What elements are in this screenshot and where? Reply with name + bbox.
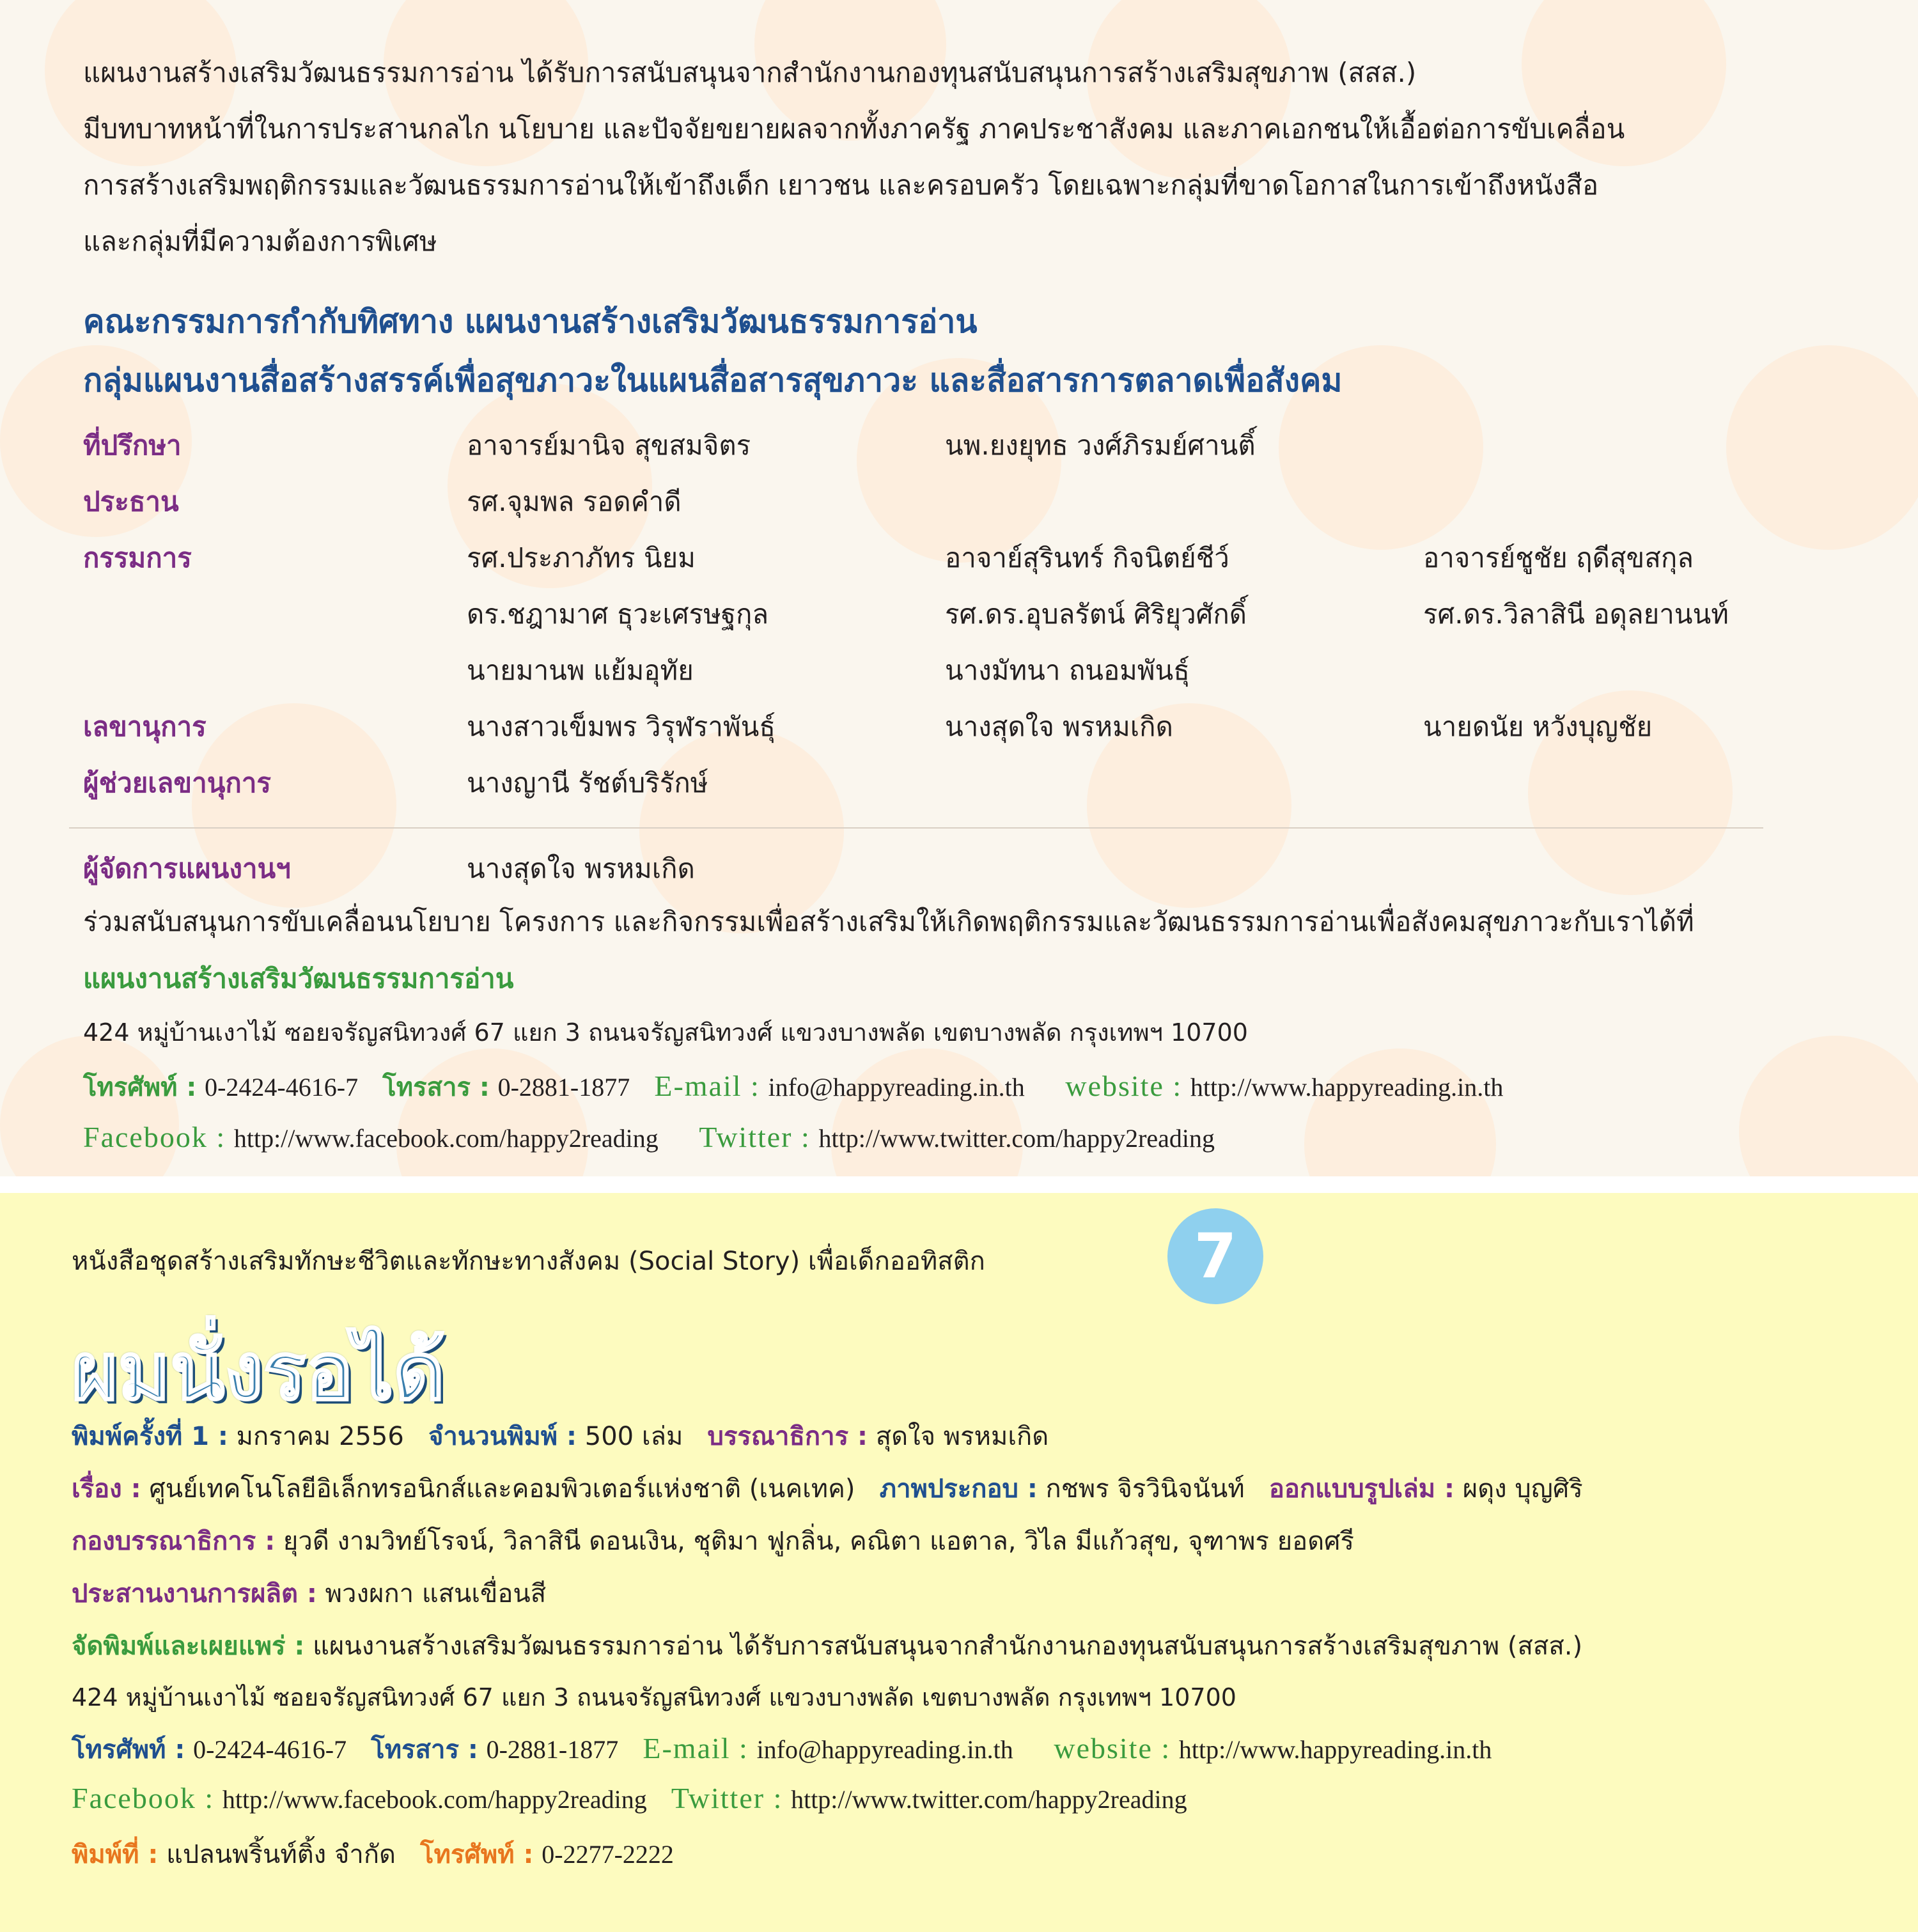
fax-value: 0-2881-1877 <box>497 1073 630 1102</box>
copies-label: จำนวนพิมพ์ : <box>428 1422 577 1451</box>
facebook-link[interactable]: http://www.facebook.com/happy2reading <box>233 1124 659 1153</box>
facebook-label: Facebook : <box>83 1121 226 1153</box>
intro-line-4: และกลุ่มที่มีความต้องการพิเศษ <box>83 226 437 257</box>
illustration-label: ภาพประกอบ : <box>879 1474 1038 1504</box>
committee-role: ผู้ช่วยเลขานุการ <box>83 767 271 799</box>
editorial-value: ยุวดี งามวิทย์โรจน์, วิลาสินี ดอนเงิน, ชุติมา ฟูกลิ่น, คณิตา แอตาล, วิไล มีแก้วสุข, จุฑาพร ยอดศรี <box>283 1527 1355 1556</box>
editorial-label: กองบรรณาธิการ : <box>72 1527 276 1556</box>
production-value: พวงผกา แสนเขื่อนสี <box>325 1579 547 1609</box>
committee-member: นายดนัย หวังบุญชัย <box>1423 711 1653 742</box>
website-label: website : <box>1065 1070 1183 1102</box>
copies-value: 500 เล่ม <box>584 1422 683 1451</box>
committee-member: รศ.ประภาภัทร นิยม <box>467 542 696 573</box>
printer-value: แปลนพริ้นท์ติ้ง จำกัด <box>166 1840 396 1869</box>
intro-line-1: แผนงานสร้างเสริมวัฒนธรรมการอ่าน ได้รับการสนับสนุนจากสำนักงานกองทุนสนับสนุนการสร้างเสริมสุขภาพ (สสส.) <box>83 57 1417 88</box>
printer-phone-value: 0-2277-2222 <box>542 1840 674 1869</box>
book-colophon <box>0 1193 1918 1932</box>
committee-member: รศ.จุมพล รอดคำดี <box>467 486 682 517</box>
colophon-contact-1 <box>72 1729 1492 1770</box>
printer-label: พิมพ์ที่ : <box>72 1840 159 1869</box>
colophon-line-4 <box>72 1573 546 1614</box>
printer-phone-label: โทรศัพท์ : <box>420 1840 534 1869</box>
committee-member: นางสุดใจ พรหมเกิด <box>945 711 1173 742</box>
contact-line-1 <box>83 1066 1503 1107</box>
phone-label: โทรศัพท์ : <box>83 1073 197 1102</box>
email-link[interactable]: info@happyreading.in.th <box>756 1735 1013 1764</box>
committee-subheading: กลุ่มแผนงานสื่อสร้างสรรค์เพื่อสุขภาวะในแผนสื่อสารสุขภาวะ และสื่อสารการตลาดเพื่อสังคม <box>83 362 1343 399</box>
colophon-line-3 <box>72 1520 1354 1561</box>
design-value: ผดุง บุญศิริ <box>1462 1474 1583 1504</box>
committee-member: อาจารย์มานิจ สุขสมจิตร <box>467 430 751 461</box>
colophon-line-5 <box>72 1625 1582 1666</box>
fax-label: โทรสาร : <box>382 1073 490 1102</box>
twitter-link[interactable]: http://www.twitter.com/happy2reading <box>791 1785 1187 1814</box>
committee-role: เลขานุการ <box>83 711 207 742</box>
committee-member: อาจาย์สุรินทร์ กิจนิตย์ชีว์ <box>945 542 1229 573</box>
committee-role: ที่ปรึกษา <box>83 430 182 461</box>
manager-role: ผู้จัดการแผนงานฯ <box>83 853 291 884</box>
design-label: ออกแบบรูปเล่ม : <box>1268 1474 1455 1504</box>
committee-member: นายมานพ แย้มอุทัย <box>467 655 694 686</box>
decor-dot <box>1739 1036 1918 1176</box>
edition-label: พิมพ์ครั้งที่ 1 : <box>72 1422 228 1451</box>
committee-member: นางสาวเข็มพร วิรุฬราพันธุ์ <box>467 711 776 742</box>
contact-line-2 <box>83 1120 1215 1154</box>
edition-value: มกราคม 2556 <box>236 1422 404 1451</box>
fax-value: 0-2881-1877 <box>486 1735 619 1764</box>
facebook-label: Facebook : <box>72 1782 215 1814</box>
story-label: เรื่อง : <box>72 1474 141 1504</box>
phone-value: 0-2424-4616-7 <box>193 1735 347 1764</box>
twitter-label: Twitter : <box>699 1121 811 1153</box>
committee-role: ประธาน <box>83 486 179 517</box>
production-label: ประสานงานการผลิต : <box>72 1579 317 1609</box>
website-label: website : <box>1054 1732 1171 1765</box>
committee-member: รศ.ดร.วิลาสินี อดุลยานนท์ <box>1423 598 1729 630</box>
manager-name: นางสุดใจ พรหมเกิด <box>467 853 695 884</box>
decor-dot <box>1726 345 1918 550</box>
committee-member: นางญานี รัชต์บริรักษ์ <box>467 767 708 799</box>
email-label: E-mail : <box>643 1732 749 1765</box>
colophon-line-1 <box>72 1415 1049 1456</box>
committee-heading: คณะกรรมการกำกับทิศทาง แผนงานสร้างเสริมวัฒนธรรมการอ่าน <box>83 303 978 340</box>
phone-value: 0-2424-4616-7 <box>205 1073 359 1102</box>
fax-label: โทรสาร : <box>371 1735 478 1765</box>
editor-value: สุดใจ พรหมเกิด <box>875 1422 1049 1451</box>
committee-role: กรรมการ <box>83 542 192 573</box>
website-link[interactable]: http://www.happyreading.in.th <box>1190 1073 1504 1102</box>
committee-member: ดร.ชฎามาศ ธุวะเศรษฐกุล <box>467 598 769 630</box>
support-text: ร่วมสนับสนุนการขับเคลื่อนนโยบาย โครงการ และกิจกรรมเพื่อสร้างเสริมให้เกิดพฤติกรรมและวัฒนธรรมการอ่านเพื่อสังคมสุขภาวะกับเราได้ที่ <box>83 906 1694 937</box>
committee-member: รศ.ดร.อุบลรัตน์ ศิริยุวศักดิ์ <box>945 598 1247 630</box>
org-address: 424 หมู่บ้านเงาไม้ ซอยจรัญสนิทวงศ์ 67 แยก 3 ถนนจรัญสนิทวงศ์ แขวงบางพลัด เขตบางพลัด กรุงเทพฯ 10700 <box>83 1018 1248 1047</box>
committee-member: นพ.ยงยุทธ วงศ์ภิรมย์ศานติ์ <box>945 430 1256 461</box>
story-value: ศูนย์เทคโนโลยีอิเล็กทรอนิกส์และคอมพิวเตอร์แห่งชาติ (เนคเทค) <box>149 1474 855 1504</box>
publisher-value: แผนงานสร้างเสริมวัฒนธรรมการอ่าน ได้รับการสนับสนุนจากสำนักงานกองทุนสนับสนุนการสร้างเสริมสุขภาพ (สสส.) <box>313 1632 1583 1661</box>
facebook-link[interactable]: http://www.facebook.com/happy2reading <box>222 1785 647 1814</box>
intro-line-2: มีบทบาทหน้าที่ในการประสานกลไก นโยบาย และปัจจัยขยายผลจากทั้งภาครัฐ ภาคประชาสังคม และภาคเอกชนให้เอื้อต่อการขับเคลื่อน <box>83 113 1625 144</box>
email-label: E-mail : <box>654 1070 760 1102</box>
website-link[interactable]: http://www.happyreading.in.th <box>1178 1735 1492 1764</box>
twitter-link[interactable]: http://www.twitter.com/happy2reading <box>818 1124 1215 1153</box>
series-title: หนังสือชุดสร้างเสริมทักษะชีวิตและทักษะทางสังคม (Social Story) เพื่อเด็กออทิสติก <box>72 1247 985 1276</box>
divider <box>69 827 1763 829</box>
committee-member: นางมัทนา ถนอมพันธุ์ <box>945 655 1190 686</box>
email-link[interactable]: info@happyreading.in.th <box>768 1073 1025 1102</box>
committee-member: อาจารย์ชูชัย ฤดีสุขสกุล <box>1423 542 1694 573</box>
publisher-address: 424 หมู่บ้านเงาไม้ ซอยจรัญสนิทวงศ์ 67 แยก 3 ถนนจรัญสนิทวงศ์ แขวงบางพลัด เขตบางพลัด กรุงเทพฯ 10700 <box>72 1683 1236 1711</box>
intro-line-3: การสร้างเสริมพฤติกรรมและวัฒนธรรมการอ่านให้เข้าถึงเด็ก เยาวชน และครอบครัว โดยเฉพาะกลุ่มที่ขาดโอกาสในการเข้าถึงหนังสือ <box>83 169 1599 201</box>
org-name: แผนงานสร้างเสริมวัฒนธรรมการอ่าน <box>83 963 514 994</box>
book-number-badge: 7 <box>1167 1208 1263 1304</box>
colophon-contact-2 <box>72 1781 1187 1815</box>
book-title: ผมนั่งรอได้ <box>72 1326 445 1418</box>
illustration-value: กชพร จิรวินิจนันท์ <box>1045 1474 1245 1504</box>
twitter-label: Twitter : <box>671 1782 783 1814</box>
editor-label: บรรณาธิการ : <box>707 1422 868 1451</box>
colophon-line-2 <box>72 1468 1583 1509</box>
phone-label: โทรศัพท์ : <box>72 1735 185 1765</box>
publisher-label: จัดพิมพ์และเผยแพร่ : <box>72 1632 305 1661</box>
colophon-printer <box>72 1834 674 1874</box>
